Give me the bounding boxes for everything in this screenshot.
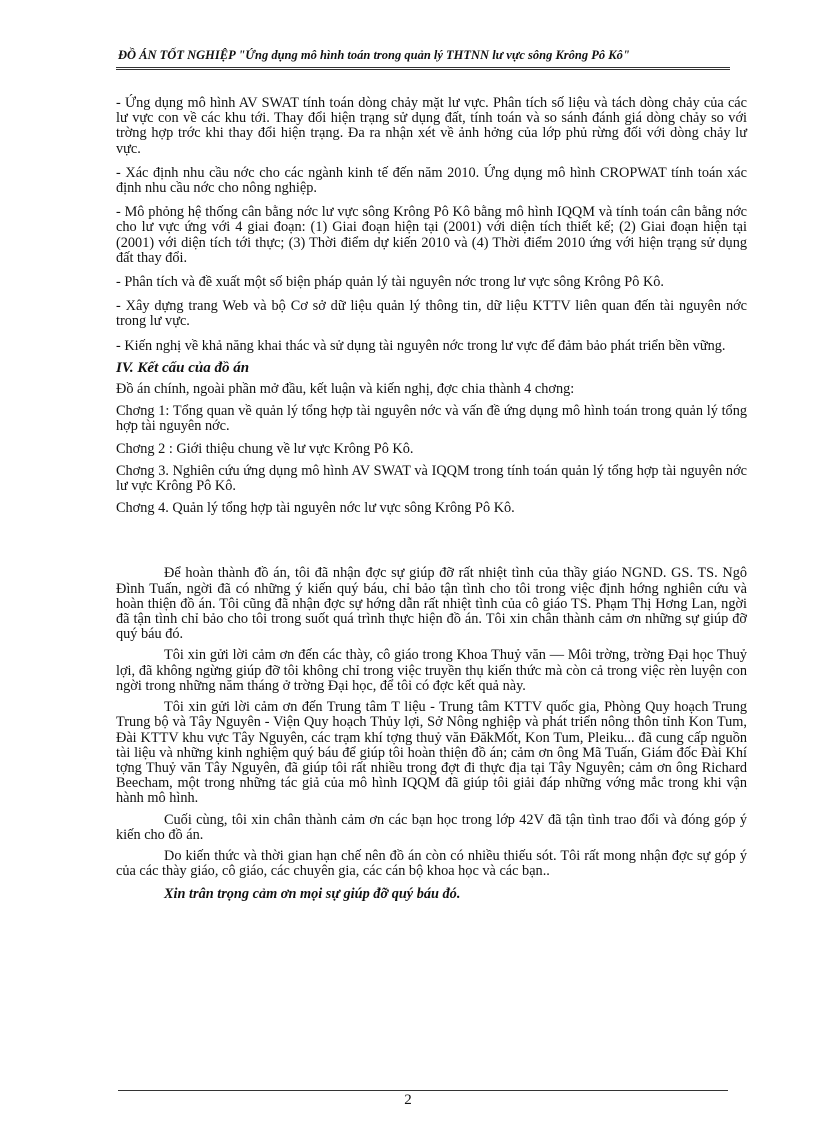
page-body <box>116 96 747 903</box>
page-number: 2 <box>404 1092 412 1108</box>
ack-paragraph: Cuối cùng, tôi xin chân thành cảm ơn các bạn học trong lớp 42V đã tận tình trao đổi và đóng góp ý kiến cho đồ án. <box>116 811 747 843</box>
task-item: - Xác định nhu cầu nớc cho các ngành kinh tế đến năm 2010. Ứng dụng mô hình CROPWAT tính toán xác định nhu cầu nớc cho nông nghiệp. <box>116 164 747 197</box>
closing-line: Xin trân trọng cảm ơn mọi sự giúp đỡ quý báu đó. <box>164 886 461 903</box>
footer-divider <box>118 1090 728 1091</box>
ack-paragraph: Để hoàn thành đồ án, tôi đã nhận đợc sự giúp đỡ rất nhiệt tình của thầy giáo NGND. GS. TS. Ngô Đình Tuấn, ngời đã có những ý kiến quý báu, chỉ bảo tận tình cho tôi trong việc định hớng nghiên cứu và hoàn thiện đồ án. Tôi cũng đã nhận đợc sự hớng dẫn rất nhiệt tình của cô giáo TS. Phạm Thị Hơng Lan, ngời đã tận tình chỉ bảo cho tôi trong suốt quá trình thực hiện đồ án. Tôi xin chân thành cảm ơn những sự giúp đỡ quý báu đó. <box>116 565 747 643</box>
task-item: - Phân tích và đề xuất một số biện pháp quản lý tài nguyên nớc trong lư vực sông Krông Pô Kô. <box>116 274 664 291</box>
task-item: - Xây dựng trang Web và bộ Cơ sở dữ liệu quản lý thông tin, dữ liệu KTTV liên quan đến tài nguyên nớc trong lư vực. <box>116 298 747 330</box>
header-divider <box>116 67 730 70</box>
chapter-item: Chơng 1: Tổng quan về quản lý tổng hợp tài nguyên nớc và vấn đề ứng dụng mô hình toán trong quản lý tổng hợp tài nguyên nớc. <box>116 403 747 435</box>
chapter-item: Chơng 4. Quản lý tổng hợp tài nguyên nớc lư vực sông Krông Pô Kô. <box>116 500 515 517</box>
chapter-item: Chơng 2 : Giới thiệu chung về lư vực Krông Pô Kô. <box>116 440 414 457</box>
task-item: - Mô phỏng hệ thống cân bằng nớc lư vực sông Krông Pô Kô bằng mô hình IQQM và tính toán cân bằng nớc cho lư vực ứng với 4 giai đoạn: (1) Giai đoạn hiện tại (2001) với diện tích thiết kế; (2) Giai đoạn hiện tại (2001) với diện tích tới thực; (3) Thời điểm dự kiến 2010 và (4) Thời điểm 2010 ứng với hiện trạng sử dụng đất thay đổi. <box>116 204 747 266</box>
acknowledgements <box>116 566 747 902</box>
task-item: - Ứng dụng mô hình AV SWAT tính toán dòng chảy mặt lư vực. Phân tích số liệu và tách dòng chảy của các lư vực con về các khu tới. Thay đổi hiện trạng sử dụng đất, tính toán và so sánh đánh giá dòng chảy so với trờng hợp trớc khi thay đổi hiện trạng. Đa ra nhận xét về ảnh hởng của lớp phủ rừng đối với dòng chảy lư vực. <box>116 95 747 157</box>
ack-paragraph: Tôi xin gửi lời cảm ơn đến các thày, cô giáo trong Khoa Thuỷ văn — Môi trờng, trờng Đại học Thuỷ lợi, đã không ngừng giúp đỡ tôi không chỉ trong việc truyền thụ kiến thức mà còn cả trong việc rèn luyện con ngời trong những năm tháng ở trờng Đại học, để tôi có đợc kết quả này. <box>116 647 747 694</box>
section-intro: Đồ án chính, ngoài phần mở đầu, kết luận và kiến nghị, đợc chia thành 4 chơng: <box>116 381 575 398</box>
ack-paragraph: Do kiến thức và thời gian hạn chế nên đồ án còn có nhiều thiếu sót. Tôi rất mong nhận đợc sự góp ý của các thày giáo, cô giáo, các chuyên gia, các cán bộ khoa học và các bạn.. <box>116 847 747 880</box>
section-heading: IV. Kết cấu của đồ án <box>116 359 250 376</box>
ack-paragraph: Tôi xin gửi lời cảm ơn đến Trung tâm T liệu - Trung tâm KTTV quốc gia, Phòng Quy hoạch Trung Trung bộ và Tây Nguyên - Viện Quy hoạch Thủy lợi, Sở Nông nghiệp và phát triển nông thôn tỉnh Kon Tum, Đài KTTV khu vực Tây Nguyên, các trạm khí tợng thuỷ văn ĐăkMốt, Kon Tum, Pleiku... đã cung cấp nguồn tài liệu và những kinh nghiệm quý báu để giúp tôi hoàn thiện đồ án; cảm ơn ông Mã Tuấn, Giám đốc Đài Khí tợng Thuỷ văn Tây Nguyên, đã giúp tôi rất nhiều trong đợt đi thực địa tại Tây Nguyên; cảm ơn ông Richard Beecham, một trong những tác giả của mô hình IQQM đã giúp tôi giải đáp những vớng mắc trong khi vận hành mô hình. <box>116 699 747 807</box>
task-item: - Kiến nghị về khả năng khai thác và sử dụng tài nguyên nớc trong lư vực để đảm bảo phát triển bền vững. <box>116 337 726 354</box>
running-header: ĐỒ ÁN TỐT NGHIỆP "Ứng dụng mô hình toán trong quản lý THTNN lư vực sông Krông Pô Kô" <box>118 48 630 62</box>
chapter-item: Chơng 3. Nghiên cứu ứng dụng mô hình AV SWAT và IQQM trong tính toán quản lý tổng hợp tài nguyên nớc lư vực Krông Pô Kô. <box>116 462 747 495</box>
